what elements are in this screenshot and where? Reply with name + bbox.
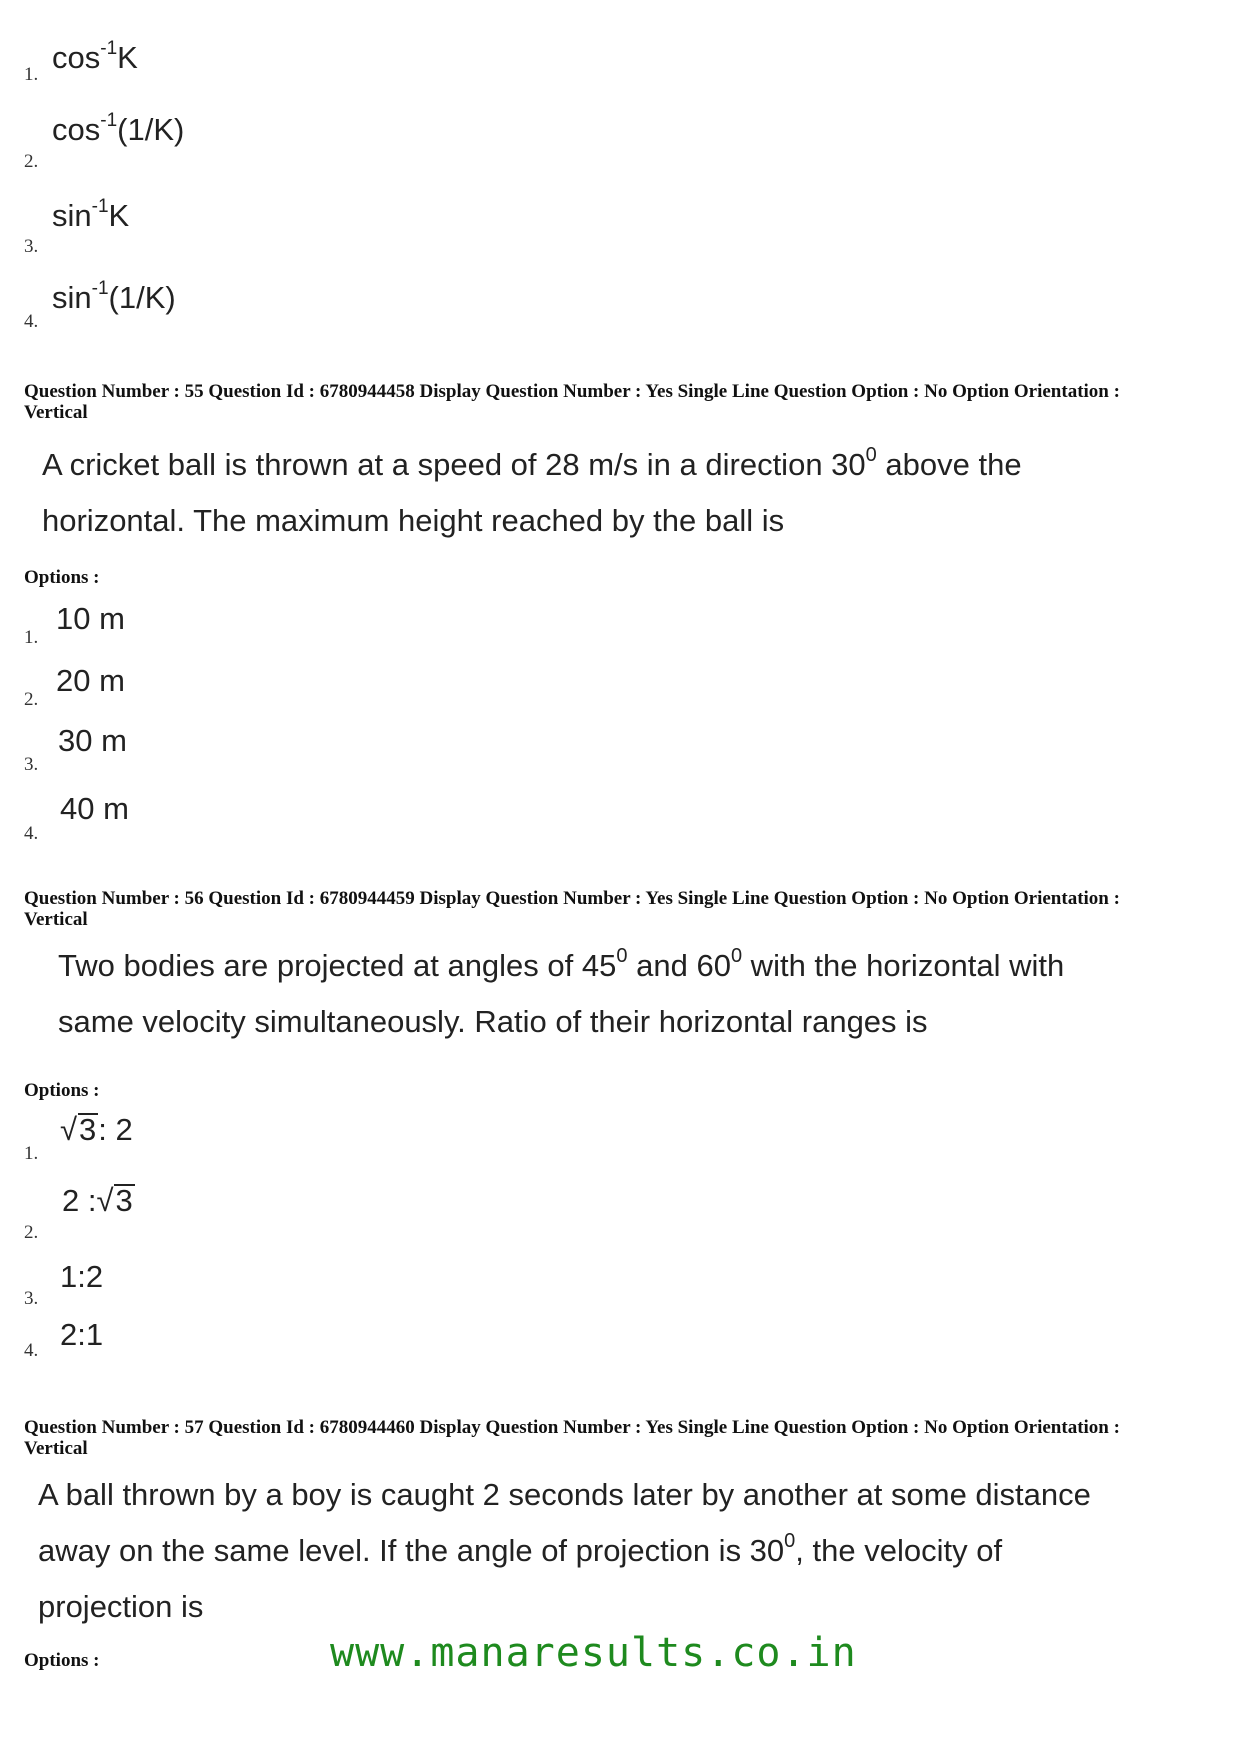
options-label: Options : — [24, 1650, 100, 1671]
option-number: 2. — [24, 689, 39, 710]
option-text: √3: 2 — [60, 1112, 133, 1147]
option-text: 1:2 — [60, 1259, 104, 1294]
question-text: Two bodies are projected at angles of $45^0$ and $60^0$ with the horizontal with same velocity simultaneously. Ratio of their horizontal ranges is — [58, 945, 1065, 1039]
question-text: A cricket ball is thrown at a speed of 28 m/s in a direction $30^0$ above the horizontal. The maximum height reached by the ball is — [42, 444, 1022, 538]
option-text: $\cos^{-1}K$ — [52, 38, 138, 75]
option-number: 2. — [24, 1222, 39, 1243]
option-text: 20 m — [56, 663, 125, 698]
option-number: 3. — [24, 236, 39, 257]
option-text: 40 m — [60, 791, 129, 826]
option-text: 2:1 — [60, 1317, 104, 1352]
option-text: $\cos^{-1}(1/K)$ — [52, 110, 185, 147]
option-text: 10 m — [56, 601, 125, 636]
option-number: 1. — [24, 64, 39, 85]
option-number: 4. — [24, 1340, 39, 1361]
option-number: 3. — [24, 754, 39, 775]
site-url[interactable]: www.manaresults.co.in — [330, 1630, 857, 1676]
option-number: 3. — [24, 1288, 39, 1309]
option-text: 30 m — [58, 723, 127, 758]
option-number: 1. — [24, 627, 39, 648]
option-text: $\sin^{-1}K$ — [52, 196, 130, 233]
options-label: Options : — [24, 1080, 100, 1101]
option-text: $\sin^{-1}(1/K)$ — [52, 278, 176, 315]
option-number: 4. — [24, 311, 39, 332]
question-text: A ball thrown by a boy is caught 2 seconds later by another at some distance away on the same level. If the angle of projection is $30^0$, the velocity of projection is — [38, 1477, 1091, 1624]
question-meta: Question Number : 55 Question Id : 6780944458 Display Question Number : Yes Single Line Question Option : No Option Orientation : Vertical — [24, 381, 1120, 423]
option-number: 4. — [24, 823, 39, 844]
option-text: 2 :√3 — [62, 1183, 133, 1218]
option-number: 2. — [24, 151, 39, 172]
options-label: Options : — [24, 567, 100, 588]
question-meta: Question Number : 57 Question Id : 6780944460 Display Question Number : Yes Single Line Question Option : No Option Orientation : Vertical — [24, 1417, 1120, 1459]
option-number: 1. — [24, 1143, 39, 1164]
question-meta: Question Number : 56 Question Id : 6780944459 Display Question Number : Yes Single Line Question Option : No Option Orientation : Vertical — [24, 888, 1120, 930]
